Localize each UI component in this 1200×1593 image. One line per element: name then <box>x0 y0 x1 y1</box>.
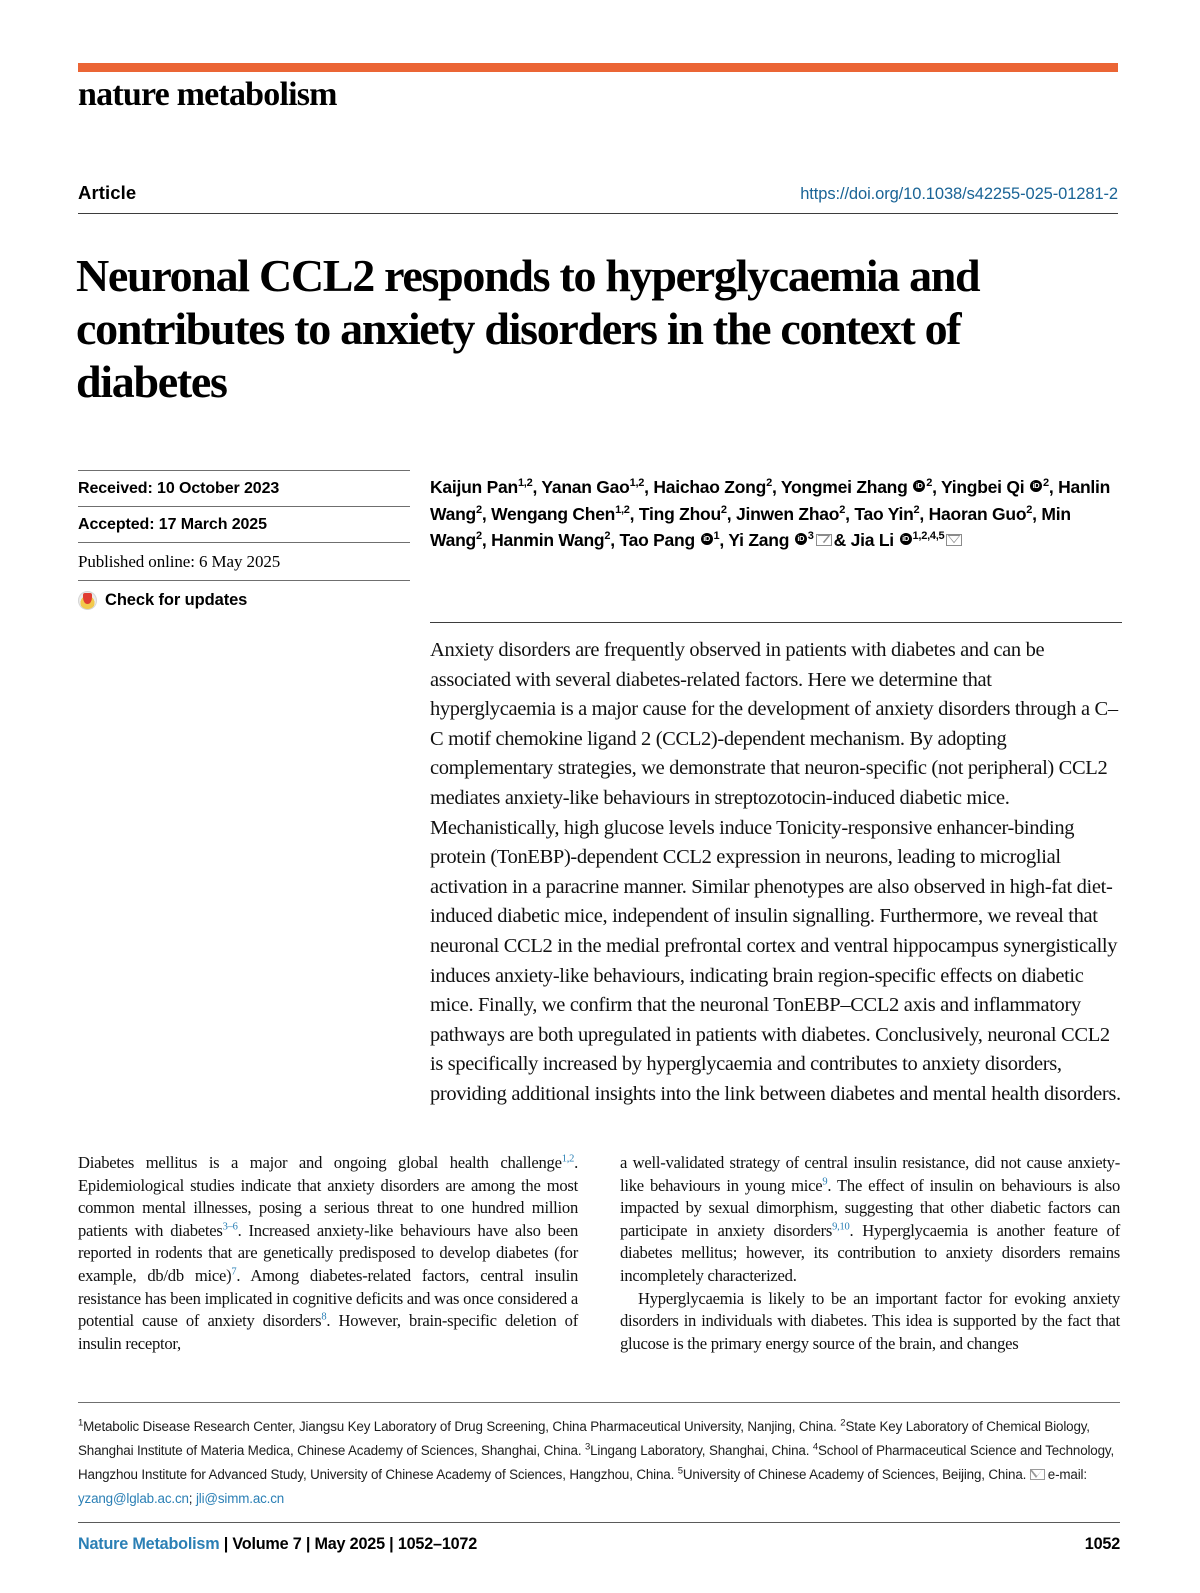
affiliation-marker: 4 <box>812 1441 819 1453</box>
affiliation-marker: 5 <box>677 1465 683 1477</box>
body-text: . Hyperglycaemia is another feature of diabetes mellitus; however, its contribution to anxiety disorders remains incompletely characterized. <box>620 1220 1120 1285</box>
author-affil-ref: 1,2 <box>517 477 533 490</box>
author-affil-ref: 2 <box>475 530 482 543</box>
footer-separator: | <box>219 1535 233 1553</box>
footer-volume: Volume 7 <box>232 1535 302 1553</box>
affiliation-text: Lingang Laboratory, Shanghai, China. <box>590 1443 813 1458</box>
affiliation-marker: 1 <box>78 1417 84 1429</box>
author-affil-ref: 1,2 <box>615 503 630 516</box>
footer-date: May 2025 <box>314 1535 385 1553</box>
author-name: , Hanmin Wang <box>481 530 605 550</box>
footer-separator: | <box>301 1535 315 1553</box>
corresponding-author-envelope-icon[interactable] <box>816 534 832 546</box>
email-envelope-icon <box>1030 1469 1045 1480</box>
body-text: . The effect of insulin on behaviours is also impacted by sexual dimorphism, suggesting that other diabetic factors can participate in anxiety disorders <box>620 1175 1120 1240</box>
author-affil-ref: 2 <box>604 530 611 543</box>
page-footer <box>78 1522 1120 1554</box>
citation-ref[interactable]: 3–6 <box>222 1221 238 1233</box>
check-for-updates-badge[interactable] <box>78 580 410 618</box>
footer-separator: | <box>384 1535 398 1553</box>
author-conjunction: & <box>833 530 847 550</box>
body-text: . Epidemiological studies indicate that anxiety disorders are among the most common mental illnesses, posing a serious threat to one hundred million patients with diabetes <box>78 1153 578 1240</box>
footer-journal-name[interactable]: Nature Metabolism <box>78 1535 220 1553</box>
body-text: Diabetes mellitus is a major and ongoing global health challenge <box>78 1153 562 1172</box>
author-affil-ref: 2 <box>720 503 727 516</box>
brand-accent-bar <box>78 63 1118 72</box>
orcid-icon[interactable] <box>900 533 912 545</box>
author-name: , Yongmei Zhang <box>771 477 908 497</box>
author-affil-ref: 1,2 <box>629 477 645 490</box>
accepted-date: Accepted: 17 March 2025 <box>78 506 410 542</box>
body-column-left <box>78 1152 578 1355</box>
email-link-corresponding-1[interactable]: yzang@lglab.ac.cn <box>78 1491 189 1506</box>
article-type-label: Article <box>78 182 137 203</box>
orcid-icon[interactable] <box>795 533 807 545</box>
author-affil-ref: 2 <box>913 503 920 516</box>
author-affil-ref: 2 <box>926 477 933 490</box>
email-link-corresponding-2[interactable]: jli@simm.ac.cn <box>195 1491 285 1506</box>
author-name: Jia Li <box>850 530 894 550</box>
body-text: . However, brain-specific deletion of insulin receptor, <box>78 1311 578 1353</box>
footer-page-range: 1052–1072 <box>397 1535 478 1553</box>
email-separator: ; <box>188 1491 196 1506</box>
orcid-icon[interactable] <box>913 480 925 492</box>
publication-dates-panel <box>78 470 410 618</box>
author-name: Hanlin Wang <box>430 477 1111 524</box>
affiliations-block <box>78 1402 1120 1511</box>
author-name: , Yanan Gao <box>532 477 630 497</box>
author-name: Kaijun Pan <box>430 477 518 497</box>
author-name: , Jinwen Zhao <box>726 503 840 524</box>
affiliation-marker: 3 <box>584 1441 591 1453</box>
received-date: Received: 10 October 2023 <box>78 470 410 506</box>
author-name: , Tao Pang <box>610 530 695 550</box>
body-paragraph <box>620 1152 1120 1288</box>
author-list: Kaijun Pan$^{1,2}$, Yanan Gao$^{1,2}$, Haichao Zong$^2$, Yongmei Zhang iD $^2$, Yingbei Qi iD $^2$, Hanlin Wang$^2$, Wengang Chen$^{1,2}$, Ting Zhou$^2$, Jinwen Zhao$^2$, Tao Yin$^2$, Haoran Guo$^2$, Min Wang$^2$, Hanmin Wang$^2$, Tao Pang iD $^1$, Yi Zang iD $^3$ & Jia Li iD $^{1,2,4,5}$ <box>430 474 1120 554</box>
page-title: Neuronal CCL2 responds to hyperglycaemia and contributes to anxiety disorders in the context of diabetes <box>76 249 980 407</box>
body-text: . Increased anxiety-like behaviours have also been reported in rodents that are genetically predisposed to develop diabetes (for example, db/db mice) <box>78 1220 578 1285</box>
affiliation-text: University of Chinese Academy of Sciences, Beijing, China. <box>682 1467 1030 1482</box>
page-number: 1052 <box>1084 1535 1120 1553</box>
citation-ref[interactable]: 9 <box>822 1176 828 1188</box>
author-affil-ref: 2 <box>1042 477 1049 490</box>
journal-masthead: nature metabolism <box>78 76 337 113</box>
body-column-right <box>620 1152 1120 1355</box>
citation-ref[interactable]: 7 <box>231 1266 237 1278</box>
body-columns <box>78 1152 1121 1355</box>
footer-citation <box>78 1535 477 1554</box>
author-name: , Wengang Chen <box>481 503 616 524</box>
published-online-date: Published online: 6 May 2025 <box>78 542 410 580</box>
crossmark-icon <box>78 591 97 610</box>
author-name: , Haichao Zong <box>644 477 767 497</box>
author-name: , Yingbei Qi <box>932 477 1025 497</box>
author-affil-ref: 1 <box>713 530 720 543</box>
author-affil-ref: 1,2,4,5 <box>912 530 945 543</box>
author-name: Haoran Guo <box>928 503 1027 524</box>
orcid-icon[interactable] <box>1030 480 1042 492</box>
author-affil-ref: 3 <box>807 530 814 543</box>
citation-ref[interactable]: 9,10 <box>832 1221 850 1233</box>
author-affil-ref: 2 <box>839 503 846 516</box>
author-name: , Yi Zang <box>719 530 790 550</box>
body-text: Hyperglycaemia is likely to be an important factor for evoking anxiety disorders in individuals with diabetes. This idea is supported by the fact that glucose is the primary energy source of the brain, and changes <box>620 1288 1120 1353</box>
doi-link[interactable]: https://doi.org/10.1038/s42255-025-01281-2 <box>800 185 1118 203</box>
affiliation-text: State Key Laboratory of Chemical Biology, Shanghai Institute of Materia Medica, Chinese Academy of Sciences, Shanghai, China. <box>78 1419 1090 1458</box>
body-text: a well-validated strategy of central insulin resistance, did not cause anxiety-like behaviours in young mice <box>620 1153 1120 1195</box>
affiliation-text: School of Pharmaceutical Science and Technology, Hangzhou Institute for Advanced Study, University of Chinese Academy of Sciences, Hangzhou, China. <box>78 1443 1115 1482</box>
body-text: . Among diabetes-related factors, central insulin resistance has been implicated in cognitive deficits and was once considered a potential cause of anxiety disorders <box>78 1265 578 1331</box>
author-name: , Ting Zhou <box>629 503 721 524</box>
check-for-updates-label: Check for updates <box>105 591 248 609</box>
author-affil-ref: 2 <box>475 503 482 516</box>
corresponding-author-envelope-icon[interactable] <box>946 534 962 546</box>
author-affil-ref: 2 <box>766 477 772 490</box>
author-affil-ref: 2 <box>1026 503 1033 516</box>
article-kicker-row <box>78 182 1118 214</box>
orcid-icon[interactable] <box>701 533 713 545</box>
citation-ref[interactable]: 8 <box>321 1311 327 1323</box>
body-paragraph <box>78 1152 578 1355</box>
affiliation-text: Metabolic Disease Research Center, Jiangsu Key Laboratory of Drug Screening, China Pharmaceutical University, Nanjing, China. <box>83 1419 841 1434</box>
email-label: e-mail: <box>1047 1467 1087 1482</box>
author-name: , Tao Yin <box>845 503 914 524</box>
abstract-text: Anxiety disorders are frequently observed in patients with diabetes and can be associated with several diabetes-related factors. Here we determine that hyperglycaemia is a major cause for the development of anxiety disorders through a C–C motif chemokine ligand 2 (CCL2)-dependent mechanism. By adopting complementary strategies, we demonstrate that neuron-specific (not peripheral) CCL2 mediates anxiety-like behaviours in streptozotocin-induced diabetic mice. Mechanistically, high glucose levels induce Tonicity-responsive enhancer-binding protein (TonEBP)-dependent CCL2 expression in neurons, leading to microglial activation in a paracrine manner. Similar phenotypes are also observed in high-fat diet-induced diabetic mice, independent of insulin signalling. Furthermore, we reveal that neuronal CCL2 in the medial prefrontal cortex and ventral hippocampus synergistically induces anxiety-like behaviours, indicating brain region-specific effects on diabetic mice. Finally, we confirm that the neuronal TonEBP–CCL2 axis and inflammatory pathways are both upregulated in patients with diabetes. Conclusively, neuronal CCL2 is specifically increased by hyperglycaemia and contributes to anxiety disorders, providing additional insights into the link between diabetes and mental health disorders. <box>430 622 1122 1110</box>
body-paragraph <box>620 1288 1120 1356</box>
author-name: , Min Wang <box>430 503 1071 550</box>
affiliation-marker: 2 <box>840 1417 846 1429</box>
citation-ref[interactable]: 1,2 <box>561 1153 575 1165</box>
